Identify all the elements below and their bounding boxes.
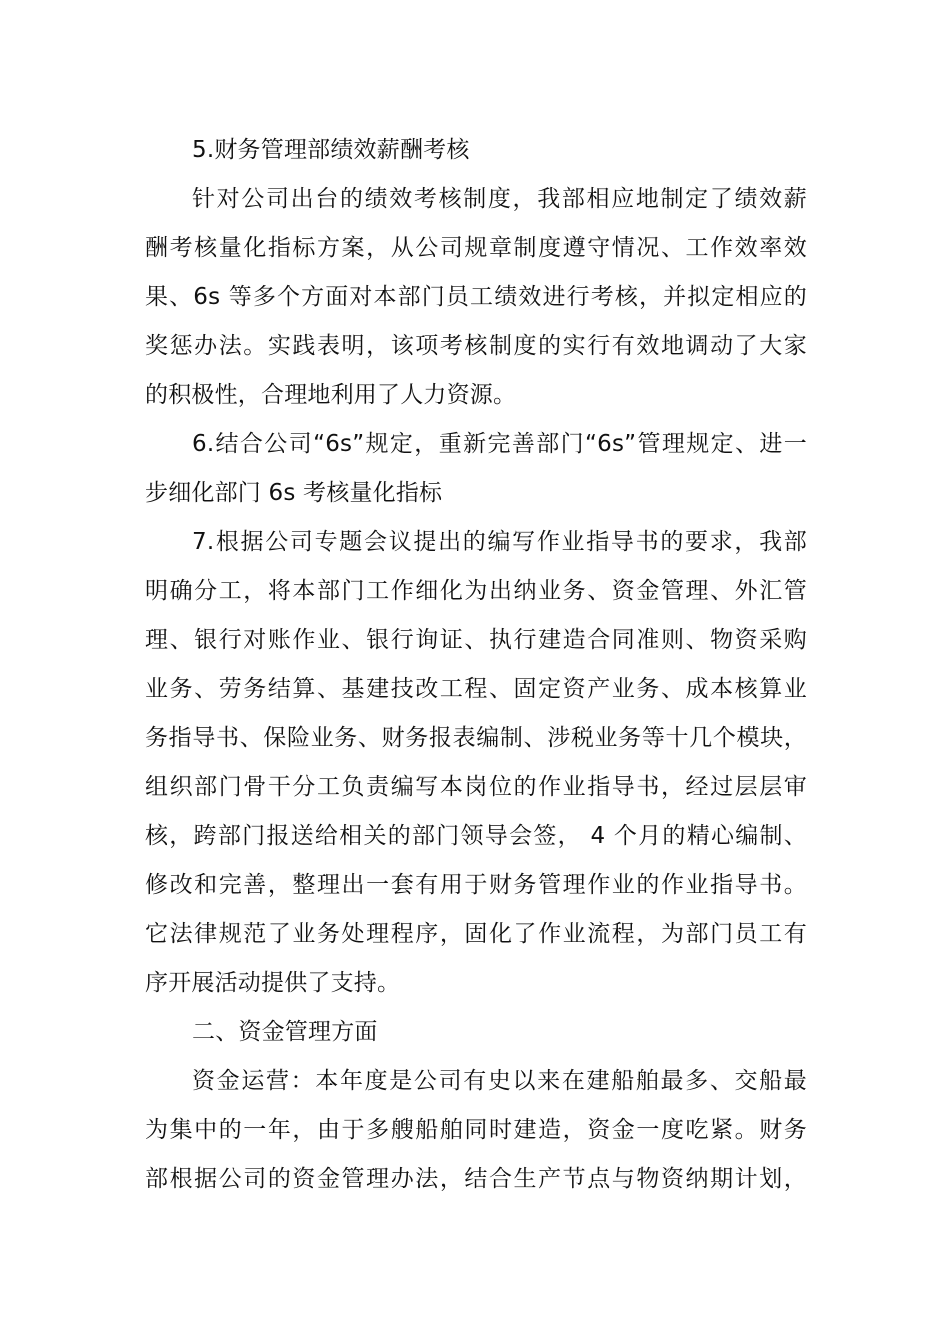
paragraph-line: 针对公司出台的绩效考核制度，我部相应地制定了绩效薪: [192, 186, 807, 212]
paragraph-line: 业务、劳务结算、基建技改工程、固定资产业务、成本核算业: [145, 676, 807, 702]
paragraph-line: 果、6s 等多个方面对本部门员工绩效进行考核，并拟定相应的: [145, 284, 807, 310]
paragraph-line: 为集中的一年，由于多艘船舶同时建造，资金一度吃紧。财务: [145, 1117, 807, 1143]
paragraph-line: 修改和完善，整理出一套有用于财务管理作业的作业指导书。: [145, 872, 807, 898]
section-heading-2: 二、资金管理方面: [192, 1019, 378, 1045]
paragraph-line: 务指导书、保险业务、财务报表编制、涉税业务等十几个模块，: [145, 725, 807, 751]
paragraph-line: 资金运营：本年度是公司有史以来在建船舶最多、交船最: [192, 1068, 807, 1094]
section-heading-6: 6.结合公司“6s”规定，重新完善部门“6s”管理规定、进一: [192, 431, 807, 457]
paragraph-line: 组织部门骨干分工负责编写本岗位的作业指导书，经过层层审: [145, 774, 807, 800]
paragraph-line: 酬考核量化指标方案，从公司规章制度遵守情况、工作效率效: [145, 235, 807, 261]
paragraph-line: 理、银行对账作业、银行询证、执行建造合同准则、物资采购: [145, 627, 807, 653]
paragraph-line: 奖惩办法。实践表明，该项考核制度的实行有效地调动了大家: [145, 333, 807, 359]
document-body: [145, 126, 807, 1204]
paragraph-line: 的积极性，合理地利用了人力资源。: [145, 382, 517, 408]
paragraph-line: 部根据公司的资金管理办法，结合生产节点与物资纳期计划，: [145, 1166, 807, 1192]
section-heading-5: 5.财务管理部绩效薪酬考核: [192, 137, 470, 163]
section-heading-7: 7.根据公司专题会议提出的编写作业指导书的要求，我部: [192, 529, 807, 555]
section-heading-6-cont: 步细化部门 6s 考核量化指标: [145, 480, 443, 506]
paragraph-line: 核，跨部门报送给相关的部门领导会签， 4 个月的精心编制、: [145, 823, 807, 849]
paragraph-line: 明确分工，将本部门工作细化为出纳业务、资金管理、外汇管: [145, 578, 807, 604]
paragraph-line: 它法律规范了业务处理程序，固化了作业流程，为部门员工有: [145, 921, 807, 947]
paragraph-line: 序开展活动提供了支持。: [145, 970, 401, 996]
